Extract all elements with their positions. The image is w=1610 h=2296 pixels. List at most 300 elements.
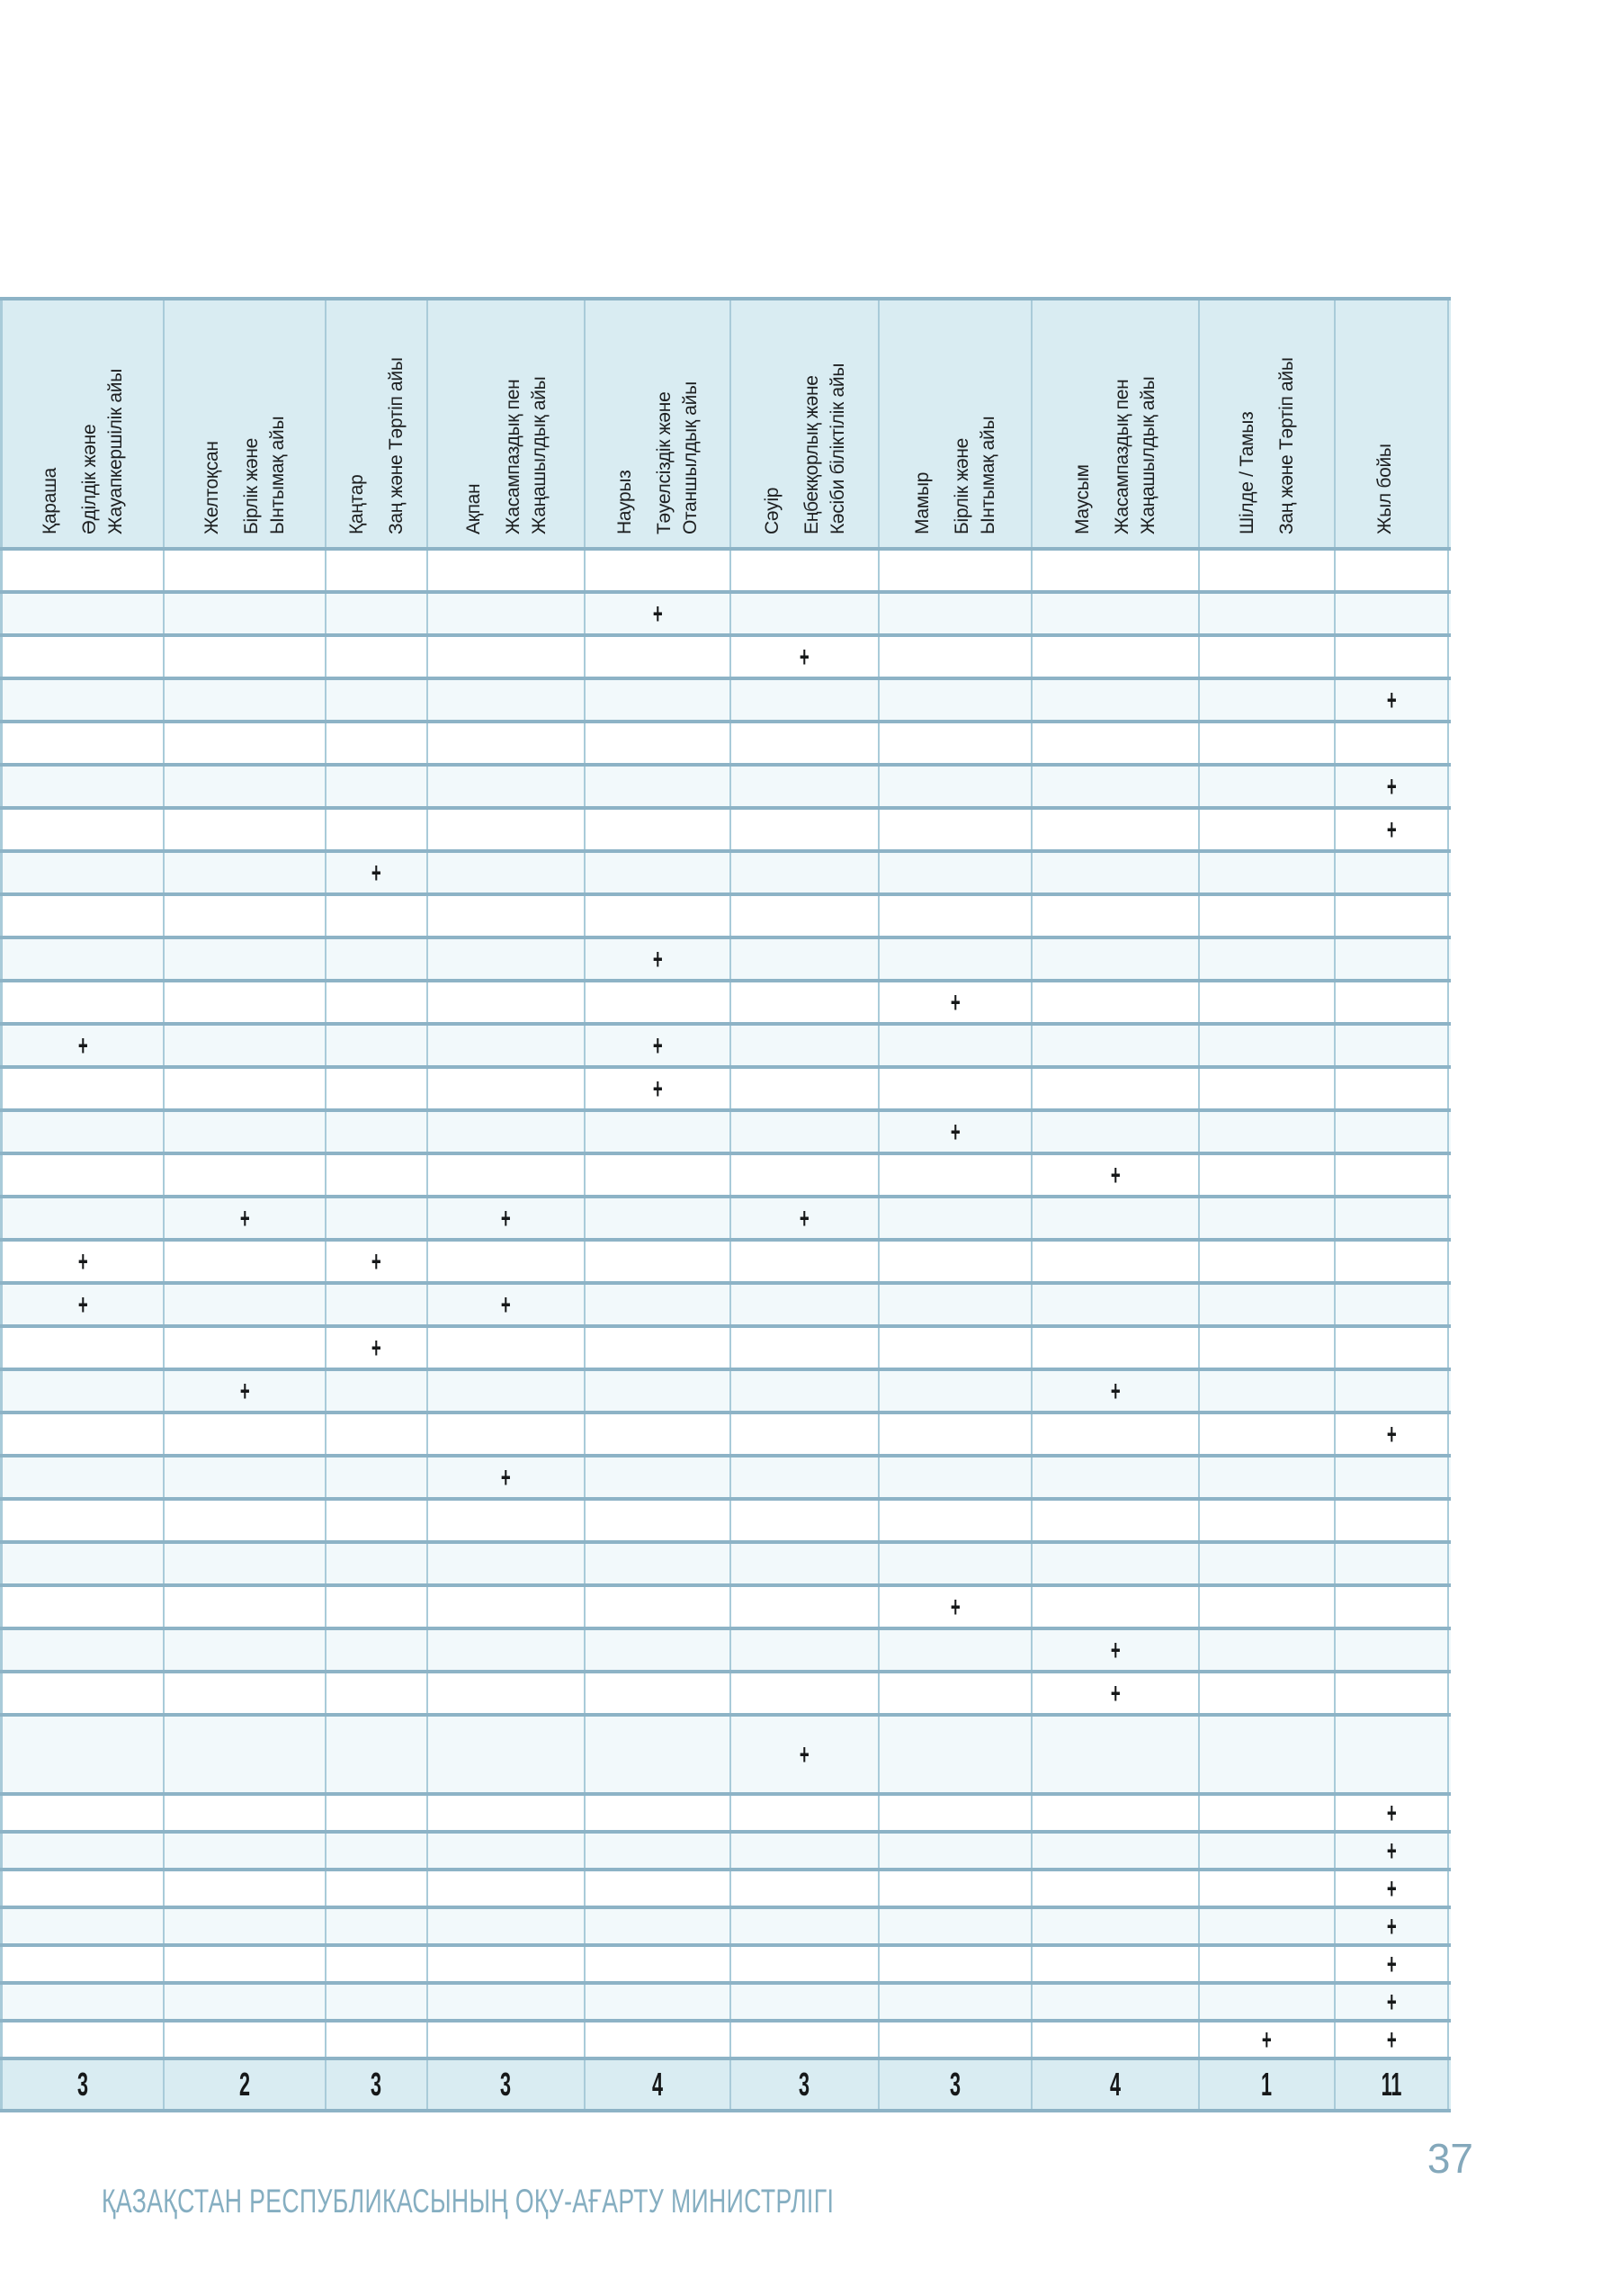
- plus-mark: +: [1386, 1834, 1397, 1867]
- grid-cell: [0, 1796, 165, 1830]
- grid-cell-marked: [1033, 1630, 1200, 1670]
- grid-cell: [880, 1457, 1033, 1497]
- grid-cell: [586, 551, 731, 590]
- column-header: [165, 300, 326, 547]
- grid-cell: [1033, 1328, 1200, 1368]
- grid-cell: [1336, 1285, 1449, 1324]
- grid-cell: [880, 1630, 1033, 1670]
- table-row: [0, 1947, 1451, 1985]
- grid-cell: [0, 1414, 165, 1454]
- table-row: [0, 1501, 1451, 1544]
- grid-cell: [165, 1285, 326, 1324]
- grid-cell: [165, 723, 326, 763]
- grid-cell-marked: [1336, 1985, 1449, 2019]
- grid-cell: [586, 810, 731, 849]
- grid-cell: [428, 1796, 586, 1830]
- grid-cell: [731, 1909, 880, 1943]
- column-theme-line: Жасампаздық пен: [1112, 379, 1132, 534]
- grid-cell: [880, 1796, 1033, 1830]
- grid-cell-marked: [428, 1198, 586, 1238]
- grid-cell: [165, 1544, 326, 1583]
- column-theme-line: Отаншылдық айы: [680, 381, 701, 534]
- column-header: [1033, 300, 1200, 547]
- total-value: 3: [76, 2066, 89, 2103]
- grid-cell: [1200, 896, 1336, 936]
- column-month-label: Маусым: [1072, 464, 1093, 534]
- grid-cell: [1336, 1242, 1449, 1281]
- grid-cell: [326, 1544, 428, 1583]
- grid-cell: [326, 1587, 428, 1627]
- grid-cell: [326, 896, 428, 936]
- grid-cell-marked: [731, 637, 880, 677]
- grid-cell: [1336, 1026, 1449, 1065]
- grid-cell: [428, 1587, 586, 1627]
- grid-cell-marked: [1336, 1414, 1449, 1454]
- grid-cell: [0, 1544, 165, 1583]
- grid-cell: [0, 1985, 165, 2019]
- grid-cell-marked: [0, 1242, 165, 1281]
- grid-cell: [0, 1457, 165, 1497]
- grid-cell-marked: [0, 1285, 165, 1324]
- grid-cell: [165, 982, 326, 1022]
- grid-cell: [1033, 1909, 1200, 1943]
- grid-cell: [1200, 1328, 1336, 1368]
- table-row: [0, 939, 1451, 982]
- total-value: 3: [949, 2066, 962, 2103]
- grid-cell: [165, 1834, 326, 1868]
- grid-cell: [586, 982, 731, 1022]
- table-row: [0, 1371, 1451, 1414]
- grid-cell: [0, 1501, 165, 1540]
- grid-cell: [880, 1242, 1033, 1281]
- table-row: [0, 982, 1451, 1026]
- grid-cell-marked: [326, 853, 428, 892]
- table-header-row: [0, 300, 1451, 551]
- grid-cell: [428, 1630, 586, 1670]
- table-row: [0, 1796, 1451, 1834]
- grid-cell: [1200, 551, 1336, 590]
- grid-cell: [326, 1371, 428, 1411]
- total-cell: [428, 2060, 586, 2109]
- grid-cell: [1033, 2022, 1200, 2057]
- column-theme-line: Жаңашылдық айы: [1138, 376, 1158, 534]
- column-theme-line: Ынтымақ айы: [978, 416, 998, 534]
- grid-cell: [1336, 1371, 1449, 1411]
- grid-cell: [326, 1909, 428, 1943]
- total-cell: [731, 2060, 880, 2109]
- grid-cell-marked: [880, 1587, 1033, 1627]
- grid-cell: [586, 1796, 731, 1830]
- grid-cell: [326, 2022, 428, 2057]
- grid-cell: [880, 1069, 1033, 1108]
- grid-cell: [731, 680, 880, 720]
- grid-cell: [1200, 810, 1336, 849]
- grid-cell: [1033, 1501, 1200, 1540]
- grid-cell: [165, 637, 326, 677]
- grid-cell: [428, 1909, 586, 1943]
- column-header: [1336, 300, 1449, 547]
- plus-mark: +: [1110, 1634, 1121, 1666]
- grid-cell: [586, 896, 731, 936]
- total-cell: [880, 2060, 1033, 2109]
- grid-cell: [586, 1414, 731, 1454]
- grid-cell: [1200, 1717, 1336, 1792]
- total-cell: [1336, 2060, 1449, 2109]
- table-totals-row: [0, 2060, 1451, 2112]
- grid-cell-marked: [1336, 1834, 1449, 1868]
- grid-cell: [586, 853, 731, 892]
- grid-cell: [1033, 723, 1200, 763]
- plus-mark: +: [239, 1202, 250, 1234]
- grid-cell: [880, 1414, 1033, 1454]
- column-theme-line: Заң және Тәртіп айы: [1276, 357, 1297, 534]
- grid-cell: [326, 1673, 428, 1713]
- grid-cell: [428, 1414, 586, 1454]
- column-theme-line: Жаңашылдық айы: [528, 376, 550, 534]
- grid-cell: [428, 723, 586, 763]
- grid-cell: [165, 1501, 326, 1540]
- grid-cell: [731, 1285, 880, 1324]
- grid-cell: [165, 810, 326, 849]
- plus-mark: +: [1386, 1910, 1397, 1942]
- column-theme-line: Бірлік және: [952, 437, 972, 534]
- grid-cell: [1200, 1155, 1336, 1195]
- plus-mark: +: [652, 943, 663, 975]
- column-header: [1200, 300, 1336, 547]
- grid-cell: [731, 810, 880, 849]
- grid-cell: [586, 637, 731, 677]
- table-row: [0, 1155, 1451, 1198]
- grid-cell: [428, 1871, 586, 1906]
- table-row: [0, 1630, 1451, 1673]
- plus-mark: +: [1386, 1948, 1397, 1980]
- grid-cell: [1200, 1544, 1336, 1583]
- column-header: [0, 300, 165, 547]
- grid-cell: [1200, 1285, 1336, 1324]
- grid-cell: [731, 1796, 880, 1830]
- table-row: [0, 680, 1451, 723]
- grid-cell: [880, 1198, 1033, 1238]
- grid-cell: [428, 1544, 586, 1583]
- grid-cell: [0, 1155, 165, 1195]
- grid-cell: [586, 1717, 731, 1792]
- grid-cell: [880, 1717, 1033, 1792]
- grid-cell: [586, 1457, 731, 1497]
- activity-plan-table: [0, 297, 1451, 2112]
- grid-cell: [326, 551, 428, 590]
- grid-cell: [0, 1587, 165, 1627]
- grid-cell: [1336, 1198, 1449, 1238]
- grid-cell: [1033, 680, 1200, 720]
- grid-cell: [0, 637, 165, 677]
- grid-cell: [428, 1328, 586, 1368]
- grid-cell: [326, 1457, 428, 1497]
- grid-cell: [1033, 853, 1200, 892]
- grid-cell-marked: [1033, 1155, 1200, 1195]
- grid-cell: [1033, 1985, 1200, 2019]
- grid-cell: [165, 1985, 326, 2019]
- grid-cell: [731, 1871, 880, 1906]
- grid-cell: [0, 680, 165, 720]
- grid-cell: [731, 1947, 880, 1981]
- table-row: [0, 637, 1451, 680]
- grid-cell-marked: [731, 1717, 880, 1792]
- total-value: 3: [500, 2066, 512, 2103]
- grid-cell: [731, 1371, 880, 1411]
- grid-cell: [1336, 1587, 1449, 1627]
- grid-cell-marked: [586, 1069, 731, 1108]
- plus-mark: +: [652, 1029, 663, 1062]
- table-row: [0, 767, 1451, 810]
- grid-cell-marked: [880, 1112, 1033, 1152]
- total-value: 4: [1109, 2066, 1122, 2103]
- total-value: 11: [1381, 2066, 1402, 2103]
- grid-cell: [326, 810, 428, 849]
- grid-cell: [428, 939, 586, 979]
- grid-cell: [880, 896, 1033, 936]
- total-cell: [0, 2060, 165, 2109]
- table-row: [0, 2022, 1451, 2060]
- plus-mark: +: [800, 1202, 809, 1234]
- grid-cell-marked: [1336, 810, 1449, 849]
- grid-cell: [1200, 680, 1336, 720]
- grid-cell: [1200, 1198, 1336, 1238]
- column-month-label: Жыл бойы: [1374, 444, 1395, 534]
- grid-cell: [1033, 1112, 1200, 1152]
- grid-cell: [1336, 551, 1449, 590]
- grid-cell: [0, 1328, 165, 1368]
- grid-cell: [0, 1717, 165, 1792]
- column-theme-line: Тәуелсіздік және: [654, 391, 675, 534]
- grid-cell: [880, 1155, 1033, 1195]
- grid-cell-marked: [326, 1328, 428, 1368]
- grid-cell: [428, 853, 586, 892]
- grid-cell: [731, 1501, 880, 1540]
- column-header-rotated-text: [199, 300, 291, 547]
- grid-cell: [731, 1026, 880, 1065]
- grid-cell: [1033, 1834, 1200, 1868]
- grid-cell: [586, 1285, 731, 1324]
- table-row: [0, 1069, 1451, 1112]
- grid-cell: [1200, 939, 1336, 979]
- grid-cell: [428, 680, 586, 720]
- grid-cell: [1033, 982, 1200, 1022]
- grid-cell-marked: [165, 1371, 326, 1411]
- grid-cell: [0, 551, 165, 590]
- table-row: [0, 1414, 1451, 1457]
- grid-cell: [326, 1985, 428, 2019]
- grid-cell: [1033, 896, 1200, 936]
- grid-cell: [1200, 1630, 1336, 1670]
- grid-cell: [0, 1630, 165, 1670]
- grid-cell-marked: [1336, 1909, 1449, 1943]
- grid-cell: [880, 1328, 1033, 1368]
- grid-cell: [586, 1112, 731, 1152]
- grid-cell: [428, 1985, 586, 2019]
- grid-cell: [1033, 767, 1200, 806]
- plus-mark: +: [501, 1461, 511, 1493]
- grid-cell: [1200, 1909, 1336, 1943]
- grid-cell: [428, 637, 586, 677]
- column-month-label: Қараша: [40, 468, 60, 534]
- grid-cell-marked: [1336, 2022, 1449, 2057]
- grid-cell: [1200, 982, 1336, 1022]
- grid-cell-marked: [1336, 1871, 1449, 1906]
- grid-cell: [1336, 896, 1449, 936]
- plus-mark: +: [950, 1591, 961, 1623]
- grid-cell: [326, 1947, 428, 1981]
- column-header-rotated-text: [1372, 300, 1411, 547]
- grid-cell: [326, 939, 428, 979]
- table-row: [0, 1328, 1451, 1371]
- column-month-label: Шілде / Тамыз: [1237, 411, 1257, 534]
- grid-cell: [1200, 1371, 1336, 1411]
- grid-cell: [1033, 939, 1200, 979]
- grid-cell: [0, 939, 165, 979]
- grid-cell: [1336, 637, 1449, 677]
- grid-cell: [165, 1673, 326, 1713]
- plus-mark: +: [652, 597, 663, 630]
- grid-cell: [1033, 1871, 1200, 1906]
- grid-cell: [165, 939, 326, 979]
- grid-cell: [326, 594, 428, 633]
- plus-mark: +: [1386, 1418, 1397, 1450]
- column-header: [428, 300, 586, 547]
- grid-cell: [165, 594, 326, 633]
- table-row: [0, 896, 1451, 939]
- column-month-label: Қаңтар: [346, 474, 367, 534]
- table-row: [0, 1834, 1451, 1871]
- column-header-rotated-text: [1234, 300, 1300, 547]
- grid-cell: [165, 1414, 326, 1454]
- grid-cell: [326, 1717, 428, 1792]
- plus-mark: +: [800, 1738, 809, 1771]
- grid-cell: [326, 1026, 428, 1065]
- grid-cell: [1336, 1069, 1449, 1108]
- grid-cell: [731, 1587, 880, 1627]
- grid-cell: [1033, 1069, 1200, 1108]
- grid-cell: [880, 1285, 1033, 1324]
- grid-cell: [731, 1112, 880, 1152]
- plus-mark: +: [371, 1245, 381, 1278]
- grid-cell: [586, 1587, 731, 1627]
- total-cell: [326, 2060, 428, 2109]
- grid-cell: [880, 939, 1033, 979]
- grid-cell: [586, 1198, 731, 1238]
- grid-cell: [428, 551, 586, 590]
- plus-mark: +: [371, 857, 381, 889]
- grid-cell: [165, 1457, 326, 1497]
- grid-cell: [731, 939, 880, 979]
- grid-cell: [428, 896, 586, 936]
- grid-cell: [1200, 1673, 1336, 1713]
- column-header-rotated-text: [1069, 300, 1161, 547]
- grid-cell: [0, 810, 165, 849]
- column-theme-line: Жауапкершілік айы: [105, 368, 126, 534]
- table-row: [0, 1112, 1451, 1155]
- grid-cell: [1033, 1242, 1200, 1281]
- grid-cell: [428, 1834, 586, 1868]
- grid-cell: [1200, 1587, 1336, 1627]
- grid-cell: [586, 1673, 731, 1713]
- column-header: [586, 300, 731, 547]
- grid-cell: [731, 767, 880, 806]
- grid-cell: [428, 1501, 586, 1540]
- grid-cell: [731, 1457, 880, 1497]
- grid-cell: [0, 723, 165, 763]
- grid-cell: [326, 1834, 428, 1868]
- grid-cell: [880, 1834, 1033, 1868]
- grid-cell: [1200, 723, 1336, 763]
- table-row: [0, 1242, 1451, 1285]
- grid-cell: [1336, 1673, 1449, 1713]
- table-row: [0, 594, 1451, 637]
- grid-cell: [1200, 1947, 1336, 1981]
- grid-cell: [1200, 767, 1336, 806]
- plus-mark: +: [77, 1029, 88, 1062]
- grid-cell: [1033, 1587, 1200, 1627]
- grid-cell: [586, 2022, 731, 2057]
- grid-cell: [586, 1328, 731, 1368]
- grid-cell: [165, 1796, 326, 1830]
- page-number: 37: [1427, 2135, 1473, 2182]
- grid-cell: [165, 1909, 326, 1943]
- grid-cell-marked: [428, 1285, 586, 1324]
- plus-mark: +: [800, 641, 809, 673]
- grid-cell: [0, 1198, 165, 1238]
- grid-cell-marked: [1336, 1947, 1449, 1981]
- table-row: [0, 810, 1451, 853]
- grid-cell: [880, 1947, 1033, 1981]
- grid-cell: [1033, 1544, 1200, 1583]
- grid-cell: [880, 723, 1033, 763]
- grid-cell: [0, 1947, 165, 1981]
- plus-mark: +: [1110, 1159, 1121, 1191]
- grid-cell: [1033, 1198, 1200, 1238]
- grid-cell: [165, 1069, 326, 1108]
- column-month-label: Наурыз: [614, 470, 635, 534]
- grid-cell: [326, 1871, 428, 1906]
- plus-mark: +: [371, 1332, 381, 1364]
- grid-cell: [1200, 1069, 1336, 1108]
- grid-cell: [731, 896, 880, 936]
- grid-cell: [731, 594, 880, 633]
- grid-cell: [428, 1371, 586, 1411]
- table-row: [0, 853, 1451, 896]
- grid-cell: [1033, 1717, 1200, 1792]
- table-row: [0, 1544, 1451, 1587]
- grid-cell: [326, 1112, 428, 1152]
- grid-cell: [326, 1069, 428, 1108]
- grid-cell: [1200, 1501, 1336, 1540]
- grid-cell: [1336, 982, 1449, 1022]
- grid-cell: [1033, 1285, 1200, 1324]
- grid-cell: [165, 1717, 326, 1792]
- grid-cell: [1336, 1155, 1449, 1195]
- grid-cell: [731, 1069, 880, 1108]
- grid-cell: [428, 1112, 586, 1152]
- grid-cell-marked: [586, 594, 731, 633]
- grid-cell: [586, 1834, 731, 1868]
- table-row: [0, 723, 1451, 767]
- grid-cell: [0, 1871, 165, 1906]
- footer-text: ҚАЗАҚСТАН РЕСПУБЛИКАСЫНЫҢ ОҚУ-АҒАРТУ МИНИСТРЛІГІ: [102, 2183, 835, 2220]
- grid-cell: [326, 982, 428, 1022]
- column-theme-line: Еңбекқорлық және: [801, 375, 822, 534]
- column-header-rotated-text: [461, 300, 552, 547]
- grid-cell: [1336, 1328, 1449, 1368]
- grid-cell: [1033, 1457, 1200, 1497]
